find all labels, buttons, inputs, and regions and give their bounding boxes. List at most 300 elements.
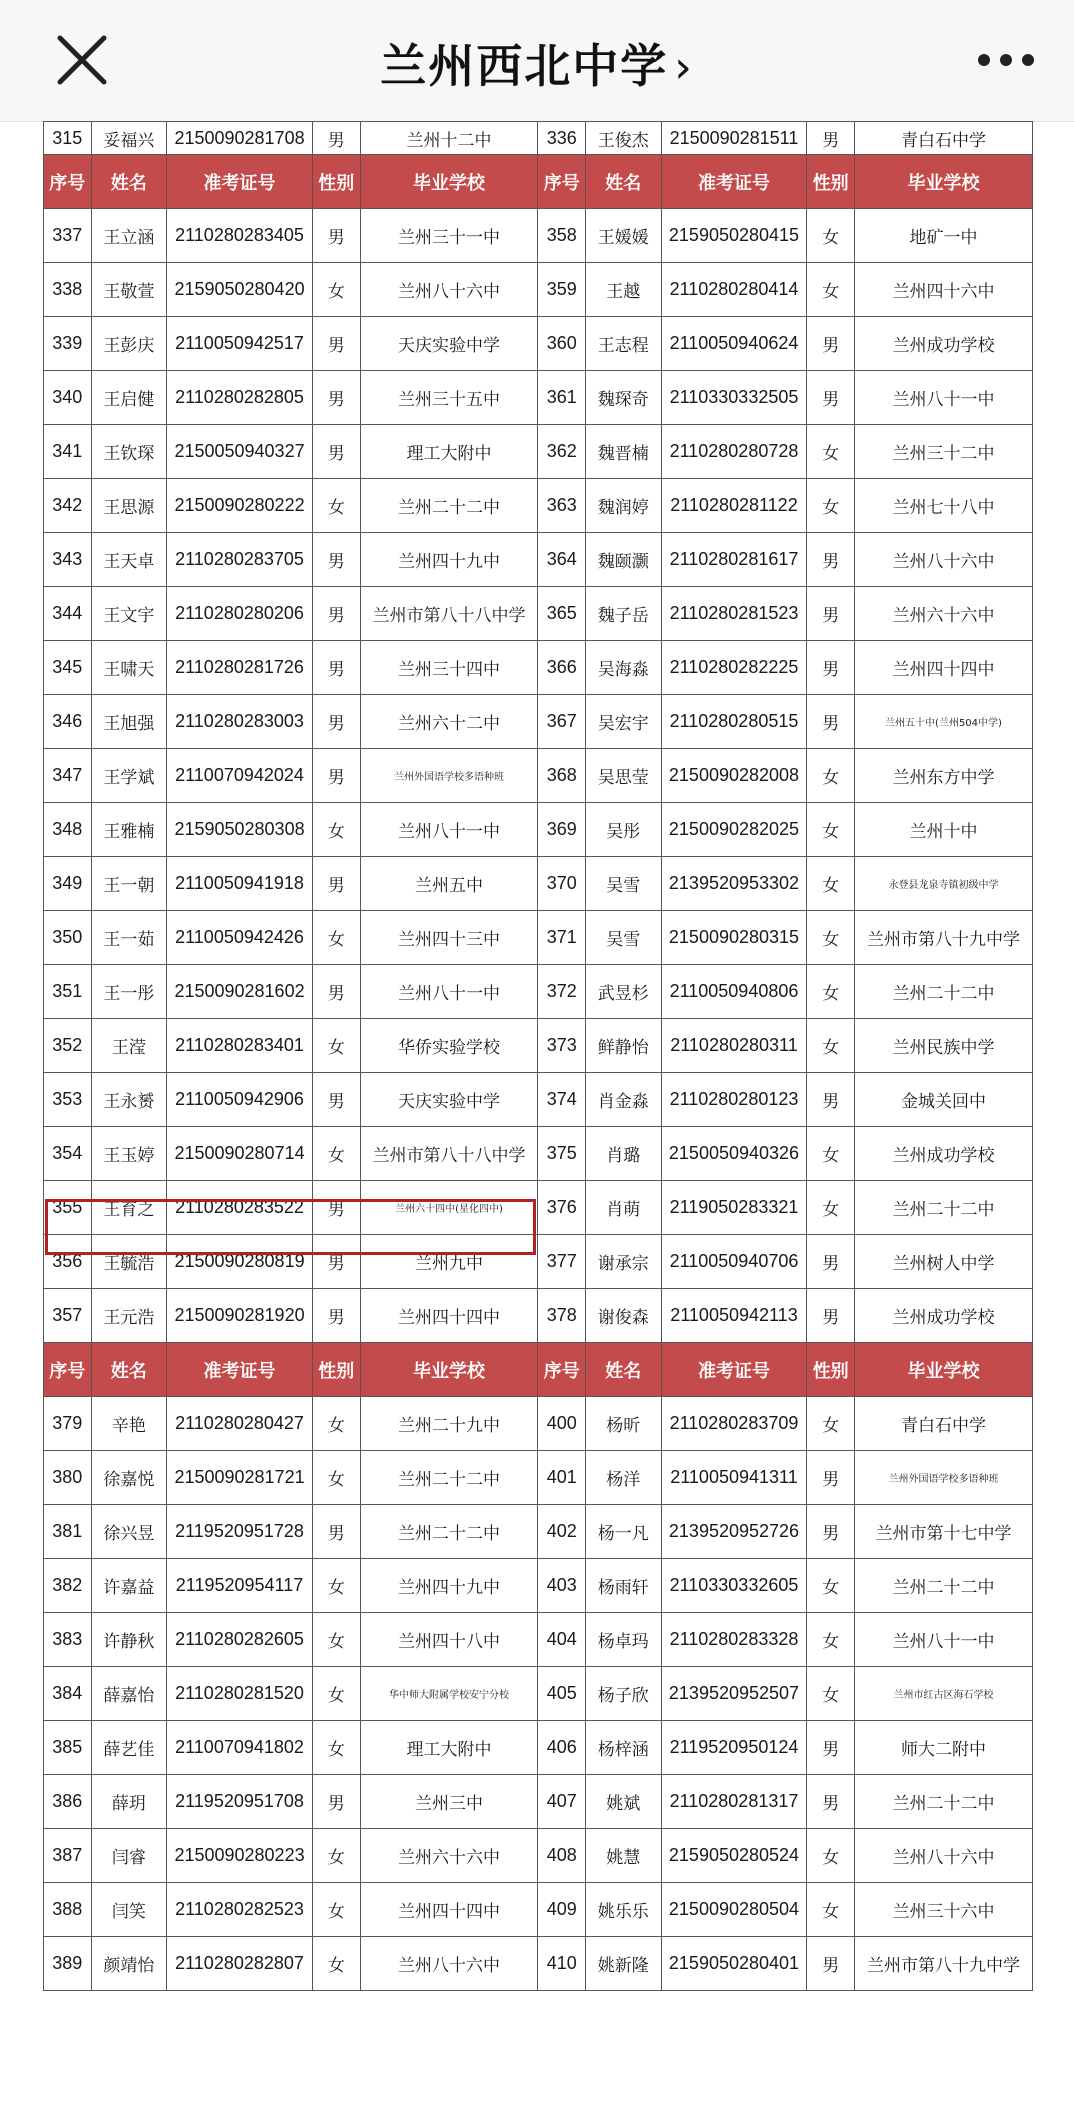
- column-header: 性别: [312, 155, 360, 209]
- table-cell: 兰州成功学校: [854, 1127, 1032, 1181]
- table-cell: 王一彤: [91, 965, 167, 1019]
- table-cell: 410: [538, 1937, 586, 1991]
- table-cell: 兰州四十四中: [854, 641, 1032, 695]
- table-cell: 2110280281317: [661, 1775, 807, 1829]
- table-cell: 谢俊森: [586, 1289, 662, 1343]
- table-row: [44, 1937, 1033, 1991]
- table-cell: 男: [807, 1775, 855, 1829]
- table-cell: 肖萌: [586, 1181, 662, 1235]
- table-cell: 男: [312, 1181, 360, 1235]
- table-cell: 2150090280222: [167, 479, 313, 533]
- column-header: 序号: [538, 1343, 586, 1397]
- table-cell: 王滢: [91, 1019, 167, 1073]
- table-row: [44, 1667, 1033, 1721]
- table-cell: 杨梓涵: [586, 1721, 662, 1775]
- table-cell: 339: [44, 317, 92, 371]
- table-cell: 男: [807, 695, 855, 749]
- table-cell: 男: [807, 1289, 855, 1343]
- table-cell: 师大二附中: [854, 1721, 1032, 1775]
- table-cell: 2110280280728: [661, 425, 807, 479]
- table-cell: 女: [312, 1451, 360, 1505]
- column-header: 性别: [807, 155, 855, 209]
- table-cell: 女: [312, 1397, 360, 1451]
- table-cell: 兰州二十二中: [854, 965, 1032, 1019]
- table-cell: 2150090281511: [661, 122, 807, 155]
- table-cell: 2159050280420: [167, 263, 313, 317]
- table-cell: 371: [538, 911, 586, 965]
- table-cell: 378: [538, 1289, 586, 1343]
- table-row: [44, 1883, 1033, 1937]
- table-cell: 2150090280714: [167, 1127, 313, 1181]
- table-cell: 2159050280415: [661, 209, 807, 263]
- table-cell: 2159050280401: [661, 1937, 807, 1991]
- table-cell: 男: [807, 1505, 855, 1559]
- table-cell: 男: [807, 122, 855, 155]
- table-cell: 2110280283705: [167, 533, 313, 587]
- table-cell: 王啸天: [91, 641, 167, 695]
- table-cell: 337: [44, 209, 92, 263]
- table-row: [44, 587, 1033, 641]
- table-cell: 2110280280515: [661, 695, 807, 749]
- table-cell: 372: [538, 965, 586, 1019]
- column-header: 性别: [312, 1343, 360, 1397]
- table-cell: 男: [312, 1775, 360, 1829]
- table-cell: 女: [312, 1667, 360, 1721]
- table-cell: 386: [44, 1775, 92, 1829]
- table-cell: 王一朝: [91, 857, 167, 911]
- table-row: [44, 803, 1033, 857]
- table-cell: 兰州市第十七中学: [854, 1505, 1032, 1559]
- table-cell: 2110280282805: [167, 371, 313, 425]
- table-cell: 男: [312, 749, 360, 803]
- table-cell: 男: [312, 1235, 360, 1289]
- table-cell: 2150090281721: [167, 1451, 313, 1505]
- table-cell: 女: [807, 1613, 855, 1667]
- table-cell: 402: [538, 1505, 586, 1559]
- table-cell: 王越: [586, 263, 662, 317]
- table-cell: 男: [312, 122, 360, 155]
- table-cell: 兰州成功学校: [854, 317, 1032, 371]
- table-cell: 363: [538, 479, 586, 533]
- table-cell: 2110050940706: [661, 1235, 807, 1289]
- table-cell: 兰州八十一中: [854, 1613, 1032, 1667]
- table-cell: 362: [538, 425, 586, 479]
- table-cell: 351: [44, 965, 92, 1019]
- table-row: [44, 371, 1033, 425]
- table-cell: 女: [312, 479, 360, 533]
- table-cell: 女: [807, 1829, 855, 1883]
- table-cell: 地矿一中: [854, 209, 1032, 263]
- column-header: 姓名: [91, 155, 167, 209]
- table-cell: 2150090282008: [661, 749, 807, 803]
- table-cell: 女: [312, 1937, 360, 1991]
- table-cell: 345: [44, 641, 92, 695]
- table-cell: 肖金淼: [586, 1073, 662, 1127]
- table-cell: 兰州四十八中: [360, 1613, 538, 1667]
- column-header: 姓名: [586, 1343, 662, 1397]
- column-header: 毕业学校: [360, 1343, 538, 1397]
- table-row: [44, 209, 1033, 263]
- table-header-row: [44, 1343, 1033, 1397]
- table-cell: 男: [312, 857, 360, 911]
- table-cell: 2110280282225: [661, 641, 807, 695]
- table-cell: 2110050941918: [167, 857, 313, 911]
- table-cell: 2110280283401: [167, 1019, 313, 1073]
- table-cell: 2110050940806: [661, 965, 807, 1019]
- table-cell: 347: [44, 749, 92, 803]
- table-row: [44, 533, 1033, 587]
- table-cell: 王思源: [91, 479, 167, 533]
- column-header: 毕业学校: [854, 1343, 1032, 1397]
- table-row: [44, 1775, 1033, 1829]
- table-cell: 杨雨轩: [586, 1559, 662, 1613]
- table-cell: 吴思莹: [586, 749, 662, 803]
- table-cell: 403: [538, 1559, 586, 1613]
- table-row: [44, 1613, 1033, 1667]
- table-cell: 女: [807, 965, 855, 1019]
- table-cell: 徐兴昱: [91, 1505, 167, 1559]
- table-cell: 男: [807, 641, 855, 695]
- table-cell: 颜靖怡: [91, 1937, 167, 1991]
- table-cell: 2110280282605: [167, 1613, 313, 1667]
- table-cell: 2110280280123: [661, 1073, 807, 1127]
- table-cell: 2119520951708: [167, 1775, 313, 1829]
- table-cell: 男: [807, 1073, 855, 1127]
- table-cell: 王元浩: [91, 1289, 167, 1343]
- table-cell: 王媛媛: [586, 209, 662, 263]
- table-cell: 2139520952507: [661, 1667, 807, 1721]
- table-row: [44, 1181, 1033, 1235]
- table-cell: 王俊杰: [586, 122, 662, 155]
- column-header: 准考证号: [167, 155, 313, 209]
- table-cell: 兰州十二中: [360, 122, 538, 155]
- table-cell: 男: [807, 1451, 855, 1505]
- table-cell: 384: [44, 1667, 92, 1721]
- table-cell: 380: [44, 1451, 92, 1505]
- table-cell: 2110280281122: [661, 479, 807, 533]
- table-cell: 兰州五十中(兰州504中学): [854, 695, 1032, 749]
- table-cell: 王立涵: [91, 209, 167, 263]
- table-cell: 兰州市第八十八中学: [360, 587, 538, 641]
- table-cell: 兰州市第八十九中学: [854, 911, 1032, 965]
- table-cell: 男: [312, 1505, 360, 1559]
- table-cell: 女: [312, 1829, 360, 1883]
- table-cell: 336: [538, 122, 586, 155]
- table-cell: 361: [538, 371, 586, 425]
- table-cell: 女: [807, 1127, 855, 1181]
- table-cell: 377: [538, 1235, 586, 1289]
- column-header: 准考证号: [167, 1343, 313, 1397]
- table-cell: 女: [807, 425, 855, 479]
- table-cell: 369: [538, 803, 586, 857]
- table-cell: 金城关回中: [854, 1073, 1032, 1127]
- table-cell: 364: [538, 533, 586, 587]
- table-cell: 368: [538, 749, 586, 803]
- table-cell: 女: [312, 263, 360, 317]
- table-cell: 女: [807, 1559, 855, 1613]
- table-cell: 魏润婷: [586, 479, 662, 533]
- table-cell: 401: [538, 1451, 586, 1505]
- table-cell: 2159050280524: [661, 1829, 807, 1883]
- table-cell: 王文宇: [91, 587, 167, 641]
- table-cell: 兰州六十六中: [360, 1829, 538, 1883]
- table-cell: 408: [538, 1829, 586, 1883]
- table-cell: 366: [538, 641, 586, 695]
- table-cell: 兰州二十二中: [854, 1181, 1032, 1235]
- table-cell: 王敬萱: [91, 263, 167, 317]
- table-cell: 妥福兴: [91, 122, 167, 155]
- table-cell: 辛艳: [91, 1397, 167, 1451]
- table-cell: 兰州五中: [360, 857, 538, 911]
- table-cell: 2119520951728: [167, 1505, 313, 1559]
- table-cell: 2119520954117: [167, 1559, 313, 1613]
- table-cell: 兰州八十六中: [360, 1937, 538, 1991]
- table-cell: 2119050283321: [661, 1181, 807, 1235]
- table-cell: 342: [44, 479, 92, 533]
- table-cell: 2150090281920: [167, 1289, 313, 1343]
- table-cell: 兰州六十四中(星化四中): [360, 1181, 538, 1235]
- table-cell: 2110280281523: [661, 587, 807, 641]
- table-cell: 兰州三十四中: [360, 641, 538, 695]
- table-row: [44, 911, 1033, 965]
- column-header: 姓名: [586, 155, 662, 209]
- table-cell: 兰州八十一中: [360, 965, 538, 1019]
- table-cell: 兰州外国语学校多语种班: [360, 749, 538, 803]
- table-cell: 2110050942517: [167, 317, 313, 371]
- table-cell: 男: [807, 1235, 855, 1289]
- table-row: [44, 695, 1033, 749]
- table-cell: 王学斌: [91, 749, 167, 803]
- table-cell: 兰州三十六中: [854, 1883, 1032, 1937]
- column-header: 毕业学校: [360, 155, 538, 209]
- table-cell: 姚新隆: [586, 1937, 662, 1991]
- table-cell: 360: [538, 317, 586, 371]
- table-cell: 2110070941802: [167, 1721, 313, 1775]
- table-cell: 男: [312, 317, 360, 371]
- table-cell: 387: [44, 1829, 92, 1883]
- column-header: 准考证号: [661, 155, 807, 209]
- table-cell: 天庆实验中学: [360, 317, 538, 371]
- table-cell: 406: [538, 1721, 586, 1775]
- table-cell: 杨一凡: [586, 1505, 662, 1559]
- table-cell: 388: [44, 1883, 92, 1937]
- table-cell: 杨洋: [586, 1451, 662, 1505]
- table-cell: 吴彤: [586, 803, 662, 857]
- table-cell: 理工大附中: [360, 425, 538, 479]
- table-cell: 兰州四十三中: [360, 911, 538, 965]
- table-cell: 天庆实验中学: [360, 1073, 538, 1127]
- table-cell: 徐嘉悦: [91, 1451, 167, 1505]
- table-cell: 许静秋: [91, 1613, 167, 1667]
- table-cell: 354: [44, 1127, 92, 1181]
- table-row: [44, 479, 1033, 533]
- table-cell: 2150090281708: [167, 122, 313, 155]
- table-cell: 407: [538, 1775, 586, 1829]
- table-row: [44, 1721, 1033, 1775]
- table-cell: 王永赟: [91, 1073, 167, 1127]
- table-cell: 352: [44, 1019, 92, 1073]
- table-cell: 女: [807, 1397, 855, 1451]
- table-cell: 365: [538, 587, 586, 641]
- table-cell: 2110330332605: [661, 1559, 807, 1613]
- table-cell: 女: [807, 1181, 855, 1235]
- more-icon[interactable]: [974, 44, 1038, 76]
- table-cell: 兰州市第八十九中学: [854, 1937, 1032, 1991]
- table-row: [44, 425, 1033, 479]
- table-cell: 2150090280315: [661, 911, 807, 965]
- table-cell: 女: [807, 1883, 855, 1937]
- column-header: 序号: [538, 155, 586, 209]
- table-cell: 373: [538, 1019, 586, 1073]
- table-cell: 薛玥: [91, 1775, 167, 1829]
- table-cell: 2110280280206: [167, 587, 313, 641]
- table-cell: 男: [312, 587, 360, 641]
- table-cell: 兰州七十八中: [854, 479, 1032, 533]
- table-cell: 兰州六十六中: [854, 587, 1032, 641]
- table-cell: 2110280283405: [167, 209, 313, 263]
- table-row: [44, 1289, 1033, 1343]
- table-cell: 353: [44, 1073, 92, 1127]
- table-cell: 兰州四十六中: [854, 263, 1032, 317]
- table-cell: 兰州三十五中: [360, 371, 538, 425]
- table-cell: 薛艺佳: [91, 1721, 167, 1775]
- table-cell: 357: [44, 1289, 92, 1343]
- table-row: [44, 1451, 1033, 1505]
- table-cell: 2150050940326: [661, 1127, 807, 1181]
- table-cell: 女: [807, 479, 855, 533]
- table-cell: 2139520953302: [661, 857, 807, 911]
- column-header: 性别: [807, 1343, 855, 1397]
- table-cell: 男: [807, 371, 855, 425]
- table-cell: 2150050940327: [167, 425, 313, 479]
- table-row: [44, 857, 1033, 911]
- page-title[interactable]: [0, 30, 1074, 96]
- table-cell: 姚慧: [586, 1829, 662, 1883]
- table-cell: 女: [312, 1883, 360, 1937]
- table-cell: 王天卓: [91, 533, 167, 587]
- table-cell: 2110280280311: [661, 1019, 807, 1073]
- table-cell: 2110280283522: [167, 1181, 313, 1235]
- score-table-container[interactable]: [43, 121, 1036, 2101]
- table-cell: 华侨实验学校: [360, 1019, 538, 1073]
- table-row: [44, 1073, 1033, 1127]
- table-row: [44, 641, 1033, 695]
- table-cell: 兰州二十二中: [360, 1505, 538, 1559]
- table-cell: 杨昕: [586, 1397, 662, 1451]
- table-cell: 375: [538, 1127, 586, 1181]
- table-cell: 女: [312, 1559, 360, 1613]
- table-row: [44, 1505, 1033, 1559]
- table-cell: 2110280283709: [661, 1397, 807, 1451]
- table-cell: 兰州四十九中: [360, 1559, 538, 1613]
- table-row: [44, 1019, 1033, 1073]
- table-cell: 闫睿: [91, 1829, 167, 1883]
- table-cell: 370: [538, 857, 586, 911]
- table-cell: 男: [312, 641, 360, 695]
- table-cell: 389: [44, 1937, 92, 1991]
- table-cell: 兰州民族中学: [854, 1019, 1032, 1073]
- table-cell: 吴雪: [586, 857, 662, 911]
- table-header-row: [44, 155, 1033, 209]
- table-cell: 409: [538, 1883, 586, 1937]
- table-cell: 女: [312, 1721, 360, 1775]
- table-cell: 魏子岳: [586, 587, 662, 641]
- table-row: [44, 1829, 1033, 1883]
- table-cell: 吴宏宇: [586, 695, 662, 749]
- column-header: 序号: [44, 155, 92, 209]
- table-cell: 兰州市第八十八中学: [360, 1127, 538, 1181]
- table-cell: 男: [312, 1073, 360, 1127]
- table-cell: 2150090281602: [167, 965, 313, 1019]
- table-cell: 永登县龙泉寺镇初级中学: [854, 857, 1032, 911]
- table-row: [44, 749, 1033, 803]
- table-cell: 2110330332505: [661, 371, 807, 425]
- table-cell: 王毓浩: [91, 1235, 167, 1289]
- table-row: [44, 317, 1033, 371]
- table-cell: 2110280281520: [167, 1667, 313, 1721]
- table-cell: 男: [312, 695, 360, 749]
- table-cell: 理工大附中: [360, 1721, 538, 1775]
- table-cell: 兰州八十六中: [854, 533, 1032, 587]
- table-cell: 兰州八十六中: [360, 263, 538, 317]
- table-cell: 女: [312, 1127, 360, 1181]
- table-cell: 359: [538, 263, 586, 317]
- column-header: 毕业学校: [854, 155, 1032, 209]
- table-cell: 兰州二十二中: [854, 1775, 1032, 1829]
- table-cell: 男: [312, 425, 360, 479]
- table-cell: 2150090280819: [167, 1235, 313, 1289]
- table-cell: 356: [44, 1235, 92, 1289]
- table-cell: 肖璐: [586, 1127, 662, 1181]
- table-cell: 青白石中学: [854, 122, 1032, 155]
- table-cell: 兰州成功学校: [854, 1289, 1032, 1343]
- table-cell: 王钦琛: [91, 425, 167, 479]
- table-cell: 王启健: [91, 371, 167, 425]
- table-cell: 男: [312, 1289, 360, 1343]
- table-cell: 2110050941311: [661, 1451, 807, 1505]
- table-cell: 兰州四十四中: [360, 1289, 538, 1343]
- table-cell: 385: [44, 1721, 92, 1775]
- table-cell: 兰州三中: [360, 1775, 538, 1829]
- column-header: 序号: [44, 1343, 92, 1397]
- table-cell: 379: [44, 1397, 92, 1451]
- table-cell: 兰州二十二中: [360, 1451, 538, 1505]
- table-cell: 王雅楠: [91, 803, 167, 857]
- table-cell: 381: [44, 1505, 92, 1559]
- table-cell: 355: [44, 1181, 92, 1235]
- table-cell: 魏颐灏: [586, 533, 662, 587]
- table-cell: 2110070942024: [167, 749, 313, 803]
- table-cell: 兰州二十九中: [360, 1397, 538, 1451]
- table-cell: 王志程: [586, 317, 662, 371]
- table-cell: 376: [538, 1181, 586, 1235]
- column-header: 准考证号: [661, 1343, 807, 1397]
- table-row: [44, 1559, 1033, 1613]
- table-cell: 兰州十中: [854, 803, 1032, 857]
- table-cell: 男: [807, 1937, 855, 1991]
- admission-list-table: [43, 121, 1033, 1991]
- table-row: [44, 1397, 1033, 1451]
- table-cell: 340: [44, 371, 92, 425]
- table-cell: 女: [312, 1613, 360, 1667]
- table-cell: 2150090280504: [661, 1883, 807, 1937]
- table-cell: 女: [807, 911, 855, 965]
- table-cell: 344: [44, 587, 92, 641]
- table-cell: 2139520952726: [661, 1505, 807, 1559]
- table-cell: 华中师大附属学校安宁分校: [360, 1667, 538, 1721]
- table-cell: 2110050942906: [167, 1073, 313, 1127]
- table-cell: 魏晋楠: [586, 425, 662, 479]
